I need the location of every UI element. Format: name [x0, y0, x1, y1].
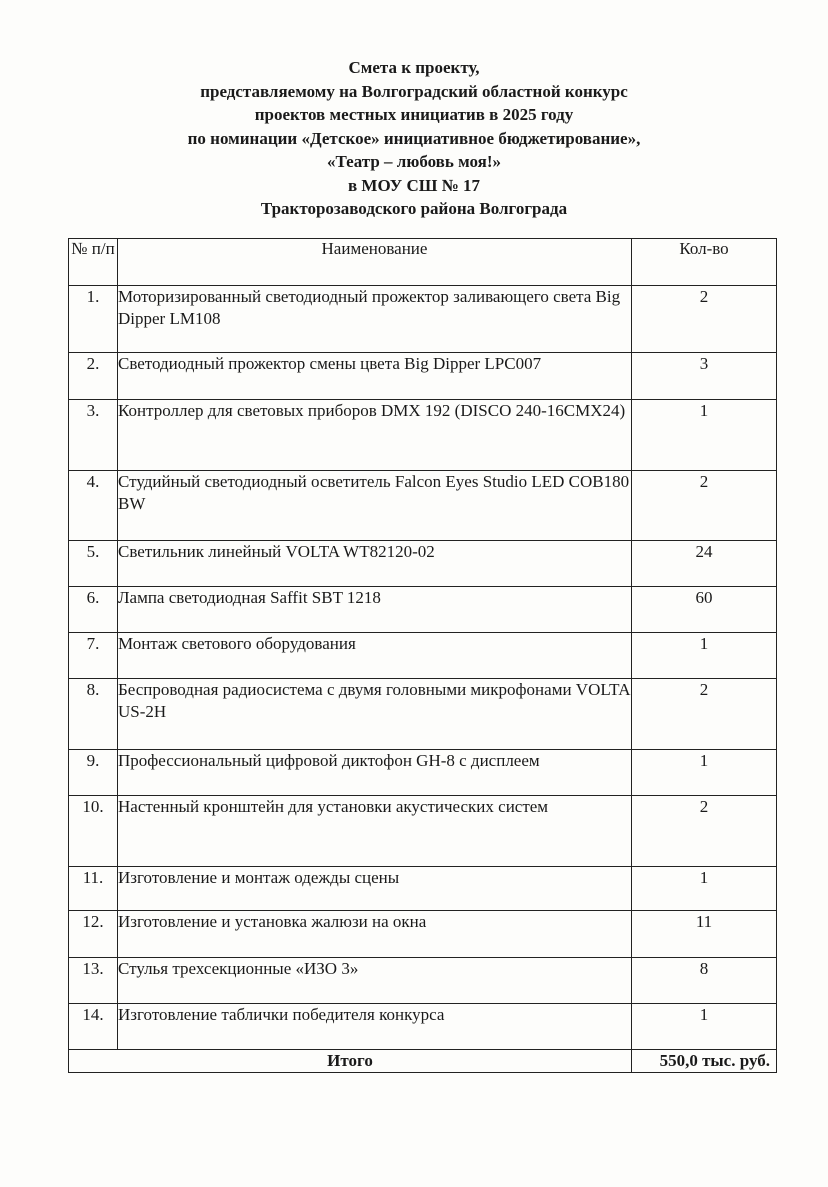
title-line: «Театр – любовь моя!»: [326, 152, 501, 171]
title-line: Тракторозаводского района Волгограда: [260, 199, 568, 218]
table-row: [69, 353, 777, 400]
column-header-number: № п/п: [69, 239, 118, 286]
table-row: [69, 750, 777, 796]
row-item-name: Стулья трехсекционные «ИЗО 3»: [118, 958, 632, 1004]
table-row: [69, 633, 777, 679]
row-number: 10.: [69, 796, 118, 867]
row-number: 9.: [69, 750, 118, 796]
row-item-name: Светильник линейный VOLTA WT82120-02: [118, 541, 632, 587]
row-quantity: 2: [632, 796, 777, 867]
row-number: 8.: [69, 679, 118, 750]
row-number: 4.: [69, 471, 118, 541]
row-quantity: 24: [632, 541, 777, 587]
row-number: 12.: [69, 911, 118, 958]
row-number: 5.: [69, 541, 118, 587]
row-quantity: 60: [632, 587, 777, 633]
row-item-name: Контроллер для световых приборов DMX 192 (DISCO 240-16CMX24): [118, 400, 632, 471]
row-quantity: 3: [632, 353, 777, 400]
table-row: [69, 796, 777, 867]
row-quantity: 11: [632, 911, 777, 958]
document-title: [0, 56, 828, 221]
row-quantity: 1: [632, 633, 777, 679]
table-row: [69, 286, 777, 353]
row-number: 14.: [69, 1004, 118, 1050]
row-quantity: 1: [632, 750, 777, 796]
row-quantity: 1: [632, 867, 777, 911]
row-item-name: Светодиодный прожектор смены цвета Big Dipper LPC007: [118, 353, 632, 400]
table-row: [69, 587, 777, 633]
title-line: представляемому на Волгоградский областной конкурс: [200, 81, 628, 101]
row-quantity: 2: [632, 286, 777, 353]
row-number: 11.: [69, 867, 118, 911]
total-row: [69, 1050, 777, 1073]
table-header-row: [69, 239, 777, 286]
title-line: проектов местных инициатив в 2025 году: [254, 105, 574, 124]
total-label: Итого: [69, 1050, 632, 1073]
row-quantity: 1: [632, 1004, 777, 1050]
row-item-name: Профессиональный цифровой диктофон GH-8 с дисплеем: [118, 750, 632, 796]
title-line: Смета к проекту,: [348, 58, 480, 77]
row-item-name: Моторизированный светодиодный прожектор заливающего света Big Dipper LM108: [118, 286, 632, 353]
table-row: [69, 911, 777, 958]
row-quantity: 2: [632, 471, 777, 541]
table-row: [69, 400, 777, 471]
title-line: в МОУ СШ № 17: [348, 175, 480, 195]
column-header-quantity: Кол-во: [632, 239, 777, 286]
row-item-name: Лампа светодиодная Saffit SBT 1218: [118, 587, 632, 633]
title-line: по номинации «Детское» инициативное бюджетирование»,: [187, 128, 641, 148]
row-number: 13.: [69, 958, 118, 1004]
row-item-name: Изготовление и монтаж одежды сцены: [118, 867, 632, 911]
row-quantity: 8: [632, 958, 777, 1004]
table-row: [69, 867, 777, 911]
row-quantity: 1: [632, 400, 777, 471]
row-item-name: Монтаж светового оборудования: [118, 633, 632, 679]
table-row: [69, 541, 777, 587]
row-number: 2.: [69, 353, 118, 400]
row-quantity: 2: [632, 679, 777, 750]
row-number: 6.: [69, 587, 118, 633]
table-row: [69, 1004, 777, 1050]
row-item-name: Настенный кронштейн для установки акустических систем: [118, 796, 632, 867]
total-value: 550,0 тыс. руб.: [632, 1050, 777, 1073]
row-number: 7.: [69, 633, 118, 679]
row-item-name: Изготовление и установка жалюзи на окна: [118, 911, 632, 958]
table-row: [69, 679, 777, 750]
row-item-name: Изготовление таблички победителя конкурса: [118, 1004, 632, 1050]
estimate-table: [68, 238, 777, 1073]
table-row: [69, 471, 777, 541]
row-item-name: Студийный светодиодный осветитель Falcon Eyes Studio LED COB180 BW: [118, 471, 632, 541]
row-item-name: Беспроводная радиосистема с двумя головными микрофонами VOLTA US-2H: [118, 679, 632, 750]
table-row: [69, 958, 777, 1004]
row-number: 3.: [69, 400, 118, 471]
column-header-name: Наименование: [118, 239, 632, 286]
row-number: 1.: [69, 286, 118, 353]
